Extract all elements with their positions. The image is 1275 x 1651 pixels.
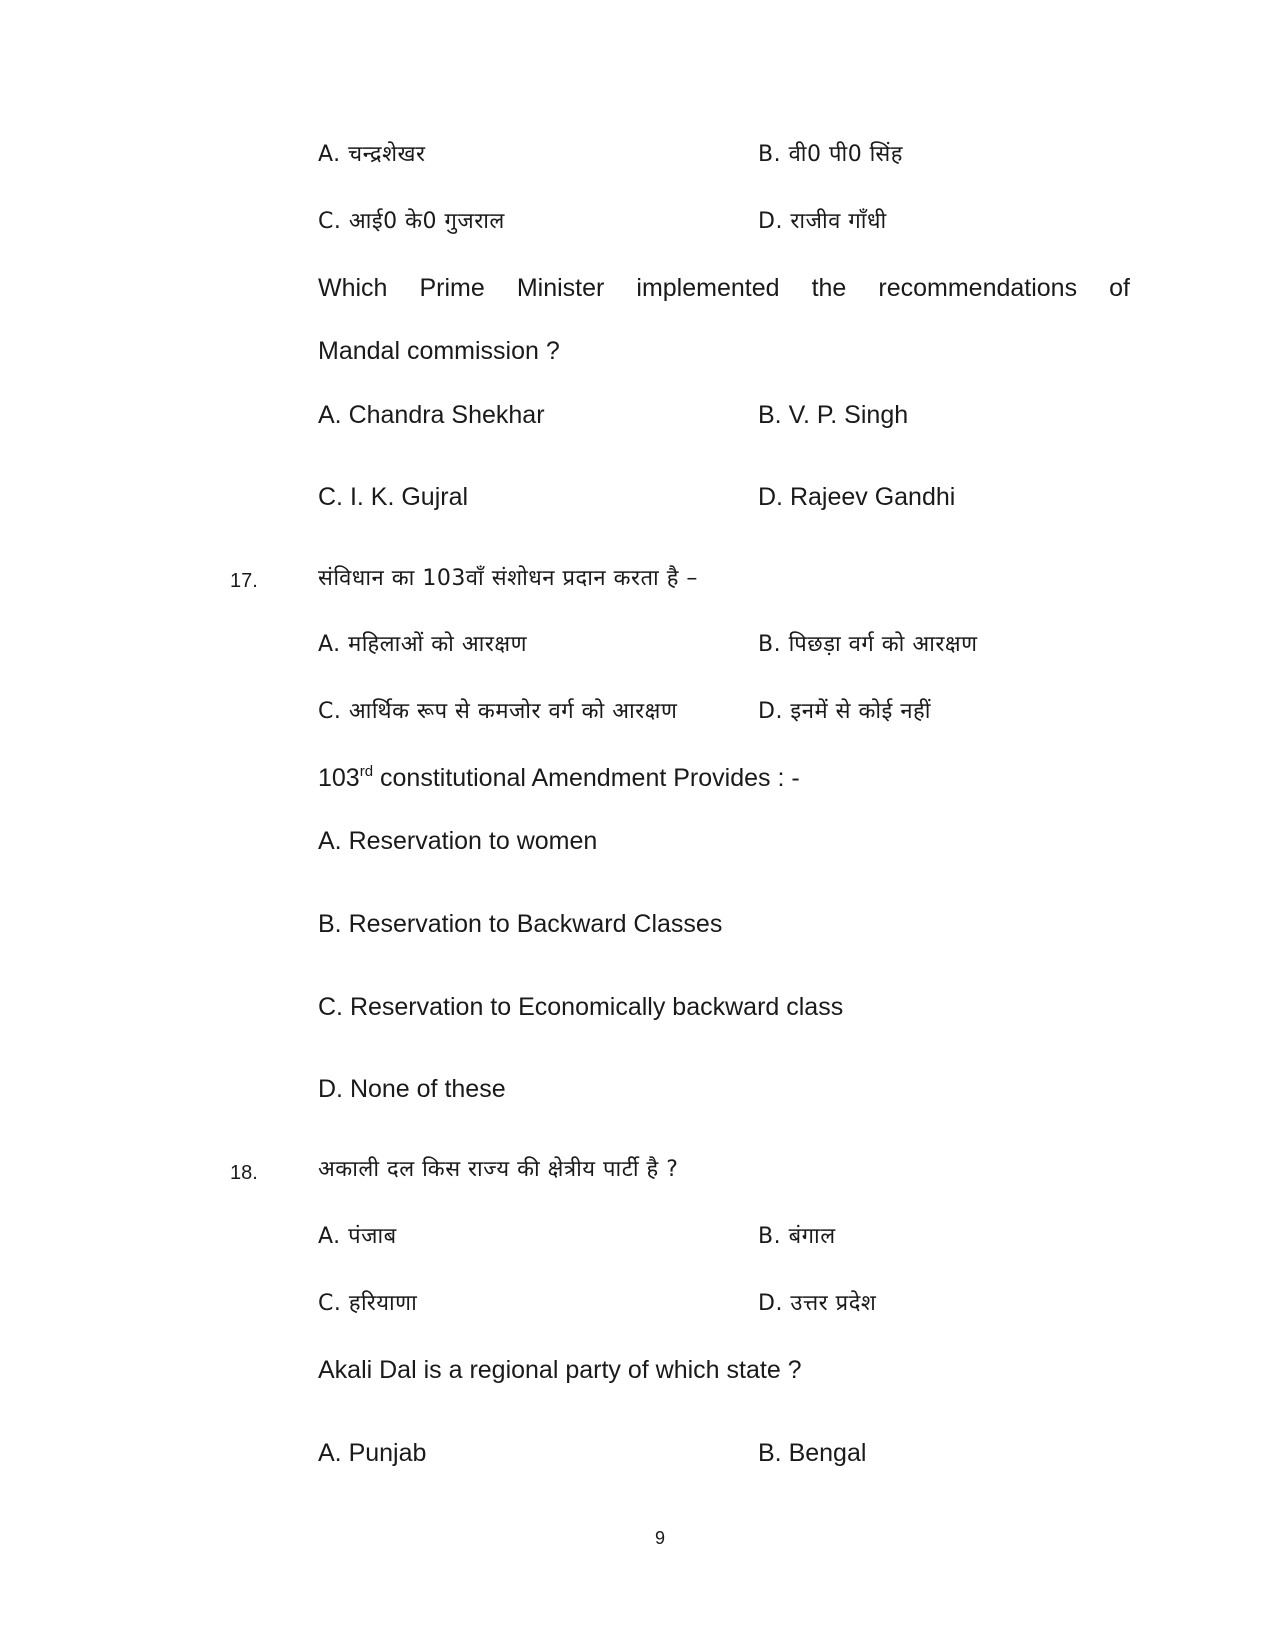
- q18-en-option-a: A. Punjab: [318, 1439, 427, 1467]
- q17-hi-question: संविधान का 103वाँ संशोधन प्रदान करता है –: [318, 566, 698, 591]
- q18-hi-option-b: B. बंगाल: [758, 1224, 836, 1249]
- q17-en-question-number: 103: [318, 764, 360, 792]
- q18-hi-option-c: C. हरियाणा: [318, 1291, 418, 1316]
- q17-hi-option-a: A. महिलाओं को आरक्षण: [318, 632, 528, 657]
- q17-en-option-c: C. Reservation to Economically backward class: [318, 993, 844, 1021]
- q17-en-question-suffix: rd: [359, 763, 374, 780]
- q16-hi-option-c: C. आई0 के0 गुजराल: [318, 209, 505, 234]
- q17-en-option-b: B. Reservation to Backward Classes: [318, 910, 723, 938]
- q17-number: 17.: [230, 570, 258, 592]
- q18-hi-option-d: D. उत्तर प्रदेश: [758, 1291, 877, 1316]
- q17-hi-option-c: C. आर्थिक रूप से कमजोर वर्ग को आरक्षण: [318, 699, 678, 724]
- q18-number: 18.: [230, 1162, 258, 1184]
- q17-en-question: [318, 763, 800, 793]
- q16-en-question-line1: Which Prime Minister implemented the recommendations of: [318, 274, 1130, 302]
- q18-hi-question: अकाली दल किस राज्य की क्षेत्रीय पार्टी है ?: [318, 1157, 679, 1182]
- q16-hi-option-d: D. राजीव गाँधी: [758, 209, 887, 234]
- q18-en-question: Akali Dal is a regional party of which state ?: [318, 1356, 802, 1384]
- q16-en-question-line2: Mandal commission ?: [318, 337, 560, 365]
- q17-en-option-d: D. None of these: [318, 1075, 506, 1103]
- q16-en-option-c: C. I. K. Gujral: [318, 483, 469, 511]
- q16-en-option-d: D. Rajeev Gandhi: [758, 483, 956, 511]
- page-number: 9: [654, 1528, 665, 1548]
- q18-hi-option-a: A. पंजाब: [318, 1224, 397, 1249]
- q16-en-option-a: A. Chandra Shekhar: [318, 401, 545, 429]
- q18-en-option-b: B. Bengal: [758, 1439, 867, 1467]
- q17-en-question-text: constitutional Amendment Provides : -: [373, 764, 800, 792]
- q17-hi-option-b: B. पिछड़ा वर्ग को आरक्षण: [758, 632, 978, 657]
- q16-hi-option-a: A. चन्द्रशेखर: [318, 142, 426, 167]
- q16-en-option-b: B. V. P. Singh: [758, 401, 909, 429]
- q17-en-option-a: A. Reservation to women: [318, 827, 598, 855]
- q17-hi-option-d: D. इनमें से कोई नहीं: [758, 699, 931, 724]
- q16-hi-option-b: B. वी0 पी0 सिंह: [758, 142, 903, 167]
